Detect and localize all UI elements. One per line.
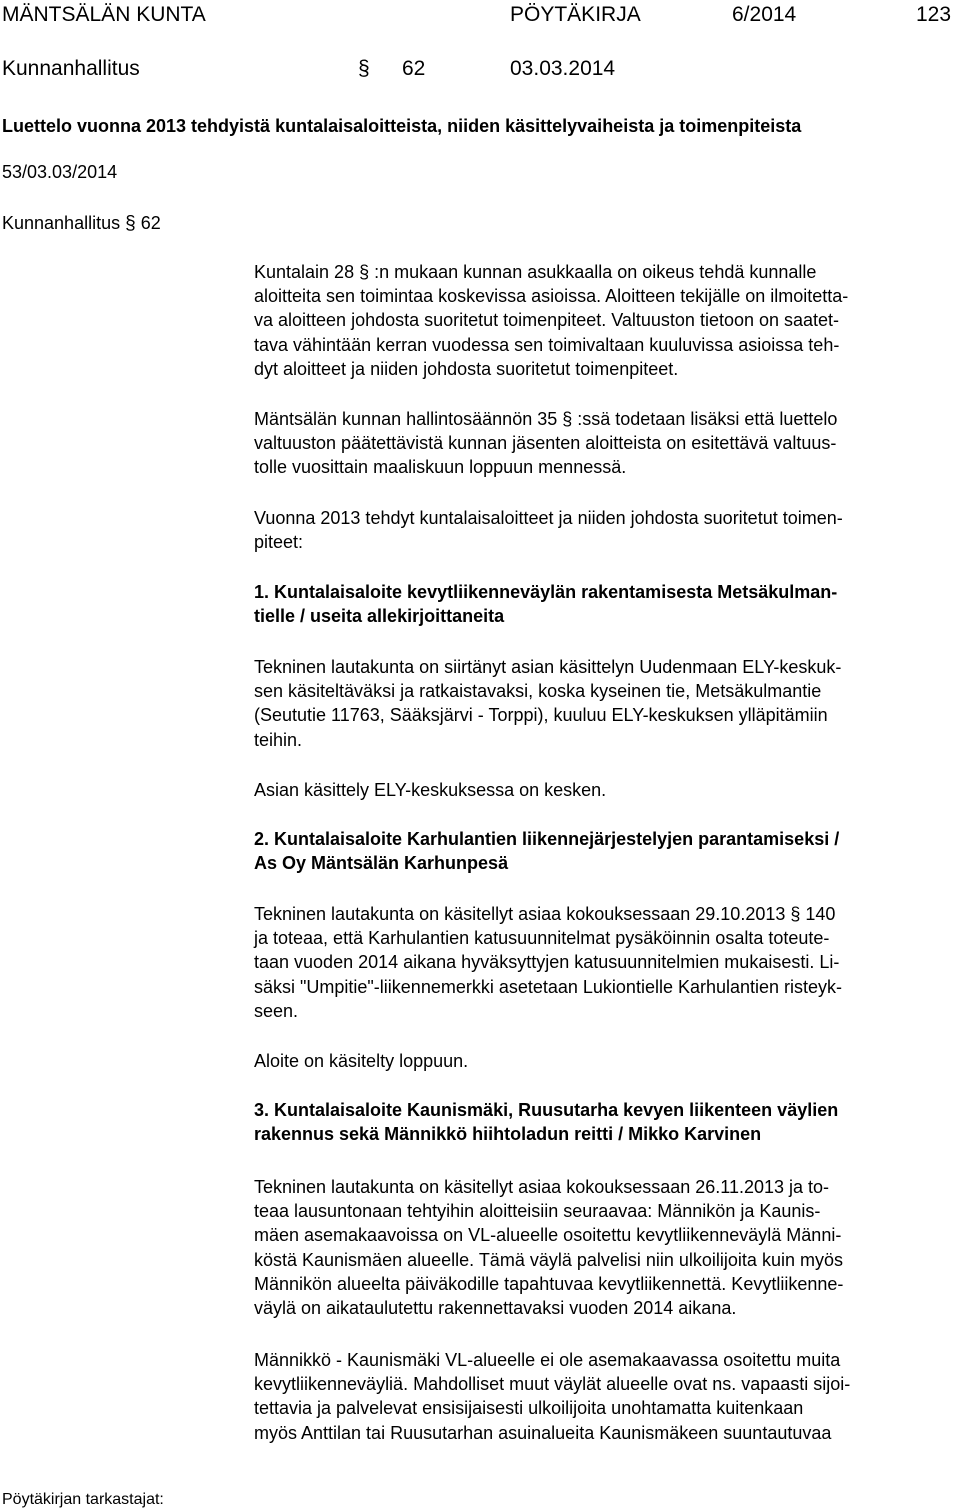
text-line: sen käsiteltäväksi ja ratkaistavaksi, koska kyseinen tie, Metsäkulmantie	[254, 681, 822, 702]
text-line: kevytliikenneväyliä. Mahdolliset muut väylät alueelle ovat ns. vapaasti sijoi-	[254, 1374, 851, 1395]
text-line: väylä on aikataulutettu rakennettavaksi vuoden 2014 aikana.	[254, 1298, 737, 1319]
text-line: piteet:	[254, 532, 304, 553]
case-section-symbol: §	[125, 213, 136, 234]
section-symbol-icon: §	[358, 57, 370, 80]
document-number: 6/2014	[732, 3, 797, 26]
text-line: va aloitteen johdosta suoritetut toimenpiteet. Valtuuston tietoon on saatet-	[254, 310, 840, 331]
municipality-name: MÄNTSÄLÄN KUNTA	[2, 3, 206, 26]
text-line: Tekninen lautakunta on käsitellyt asiaa kokouksessaan 26.11.2013 ja to-	[254, 1177, 830, 1197]
meeting-date: 03.03.2014	[510, 57, 616, 80]
heading-line: As Oy Mäntsälän Karhunpesä	[254, 853, 509, 874]
text-line: teaa lausuntonaan tehtyihin aloitteisiin seuraavaa: Männikön ja Kaunis-	[254, 1201, 821, 1222]
heading-line: 2. Kuntalaisaloite Karhulantien liikennejärjestelyjen parantamiseksi /	[254, 829, 840, 849]
case-body-name: Kunnanhallitus	[2, 213, 121, 233]
text-line: aloitteita sen toimintaa koskevissa asioissa. Aloitteen tekijälle on ilmoitetta-	[254, 286, 849, 307]
text-line: Tekninen lautakunta on siirtänyt asian käsittelyn Uudenmaan ELY-keskuk-	[254, 657, 842, 677]
section-number: 62	[402, 57, 426, 80]
heading-line: rakennus sekä Männikkö hiihtoladun reitti / Mikko Karvinen	[254, 1124, 762, 1145]
list-title: Luettelo vuonna 2013 tehdyistä kuntalaisaloitteista, niiden käsittelyvaiheista ja toimenpiteista	[2, 116, 802, 136]
case-number: 53/03.03/2014	[2, 162, 118, 182]
case-section-number: 62	[140, 213, 161, 233]
rules-paragraph	[254, 407, 954, 480]
text-line: (Seututie 11763, Sääksjärvi - Torppi), kuuluu ELY-keskuksen ylläpitämiin	[254, 705, 828, 726]
text-line: tava vähintään kerran vuodessa sen toimivaltaan kuuluvissa asioissa teh-	[254, 334, 840, 355]
initiative-3-body-continued	[254, 1348, 954, 1445]
text-line: Asian käsittely ELY-keskuksessa on kesken.	[254, 780, 607, 800]
initiative-2-heading	[254, 827, 954, 875]
text-line: dyt aloitteet ja niiden johdosta suoritetut toimenpiteet.	[254, 358, 679, 379]
text-line: Mäntsälän kunnan hallintosäännön 35 § :ssä todetaan lisäksi että luettelo	[254, 409, 838, 429]
text-line: tettavia ja palvelevat ensisijaisesti ulkoilijoita unohtamatta kuitenkaan	[254, 1398, 804, 1419]
heading-line: tielle / useita allekirjoittaneita	[254, 606, 505, 627]
initiative-3-body	[254, 1175, 954, 1320]
text-line: myös Anttilan tai Ruusutarhan asuinalueita Kaunismäkeen suuntautuvaa	[254, 1422, 832, 1443]
intro-paragraph	[254, 260, 954, 381]
initiative-1-heading	[254, 580, 954, 628]
text-line: Aloite on käsitelty loppuun.	[254, 1051, 469, 1071]
initiative-1-body	[254, 655, 954, 752]
initiative-1-status	[254, 778, 954, 802]
heading-line: 3. Kuntalaisaloite Kaunismäki, Ruusutarha kevyen liikenteen väylien	[254, 1100, 839, 1120]
initiative-2-body	[254, 902, 954, 1023]
text-line: mäen asemakaavoissa on VL-alueelle osoitettu kevytliikenneväylä Männi-	[254, 1225, 842, 1246]
case-section-line	[2, 211, 161, 236]
page-number: 123	[916, 3, 952, 26]
text-line: seen.	[254, 1000, 299, 1021]
text-line: Tekninen lautakunta on käsitellyt asiaa kokouksessaan 29.10.2013 § 140	[254, 904, 836, 924]
text-line: säksi "Umpitie"-liikennemerkki asetetaan Lukiontielle Karhulantien risteyk-	[254, 976, 843, 997]
text-line: Männikkö - Kaunismäki VL-alueelle ei ole asemakaavassa osoitettu muita	[254, 1350, 841, 1370]
footer-inspectors-label: Pöytäkirjan tarkastajat:	[2, 1491, 164, 1508]
body-name: Kunnanhallitus	[2, 57, 140, 80]
heading-line: 1. Kuntalaisaloite kevytliikenneväylän rakentamisesta Metsäkulman-	[254, 582, 838, 602]
initiative-3-heading	[254, 1098, 954, 1146]
document-type: PÖYTÄKIRJA	[510, 3, 641, 26]
list-intro-paragraph	[254, 506, 954, 554]
text-line: teihin.	[254, 729, 303, 750]
text-line: tolle vuosittain maaliskuun loppuun mennessä.	[254, 457, 627, 478]
text-line: Kuntalain 28 § :n mukaan kunnan asukkaalla on oikeus tehdä kunnalle	[254, 262, 817, 282]
text-line: valtuuston päätettävistä kunnan jäsenten aloitteista on esitettävä valtuus-	[254, 433, 837, 454]
text-line: Vuonna 2013 tehdyt kuntalaisaloitteet ja niiden johdosta suoritetut toimen-	[254, 508, 843, 528]
text-line: ja toteaa, että Karhulantien katusuunnitelmat pysäköinnin osalta toteute-	[254, 928, 830, 949]
text-line: köstä Kaunismäen alueelle. Tämä väylä palvelisi niin ulkoilijoita kuin myös	[254, 1249, 843, 1270]
text-line: taan vuoden 2014 aikana hyväksyttyjen katusuunnitelmien mukaisesti. Li-	[254, 952, 840, 973]
text-line: Männikön alueelta päiväkodille tapahtuvaa kevytliikennettä. Kevytliikenne-	[254, 1273, 844, 1294]
initiative-2-status	[254, 1049, 954, 1073]
